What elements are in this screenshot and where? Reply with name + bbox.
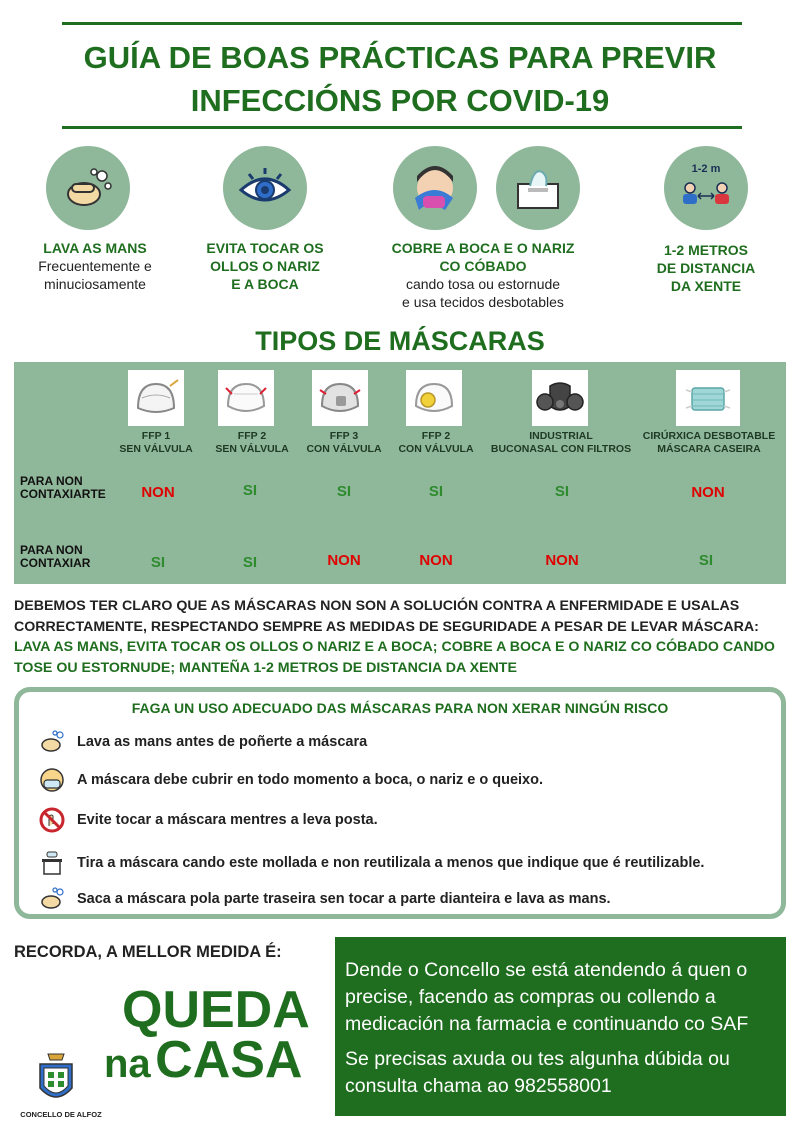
- tip-avoid-touching-title3: E A BOCA: [231, 276, 299, 292]
- mask-label-ffp2: [204, 430, 300, 456]
- tip-wash-hands-title: LAVA AS MANS: [43, 240, 147, 256]
- stay-home-line2: [104, 1030, 302, 1103]
- tip-cover-mouth-title2: CO CÓBADO: [439, 258, 527, 274]
- page-title-line2: INFECCIÓNS POR COVID-19: [190, 83, 610, 118]
- mask-usage-advice-box: [14, 687, 786, 919]
- council-contact-text: Se precisas axuda ou tes algunha dúbida ou consulta chama ao 982558001: [345, 1048, 730, 1097]
- hands-washing-icon: [46, 146, 130, 230]
- mask-label-line2: MÁSCARA CASEIRA: [657, 443, 761, 455]
- cell-ffp2-self: SI: [242, 482, 258, 499]
- concello-name: CONCELLO DE ALFOZ: [20, 1110, 102, 1119]
- distance-icon: [664, 146, 748, 230]
- mask-label-line1: FFP 3: [329, 430, 359, 442]
- row-label-line2: CONTAXIAR: [20, 556, 91, 570]
- cell-ffp3-self: SI: [336, 483, 352, 500]
- masks-table: [14, 362, 786, 584]
- trash-bin-icon: [37, 848, 67, 878]
- advice-item-text: Tira a máscara cando este mollada e non reutilizala a menos que indique que é reutilizable.: [77, 855, 705, 871]
- tip-distance-title2: DE DISTANCIA: [656, 260, 756, 276]
- mask-label-line2: BUCONASAL CON FILTROS: [490, 443, 632, 455]
- cell-ffp3-others: NON: [327, 552, 361, 569]
- row-label-line1: PARA NON: [20, 543, 83, 557]
- advice-item-text: Evite tocar a máscara mentres a leva posta.: [77, 812, 378, 828]
- masked-face-icon: [37, 765, 67, 795]
- hands-washing-icon: [37, 884, 67, 914]
- mask-label-ffp2-valve: [388, 430, 484, 456]
- no-touch-icon: [37, 805, 67, 835]
- header-top-rule: [62, 22, 742, 25]
- cell-ffp2valve-self: SI: [428, 483, 444, 500]
- advice-item: [37, 727, 367, 757]
- mask-label-line1: FFP 2: [237, 430, 267, 442]
- advice-item-text: Saca a máscara pola parte traseira sen tocar a parte dianteira e lava as mans.: [77, 891, 611, 907]
- tip-cover-mouth-title1: COBRE A BOCA E O NARIZ: [391, 240, 575, 256]
- advice-item: [37, 884, 611, 914]
- mask-label-line2: SEN VÁLVULA: [215, 443, 289, 455]
- industrial-respirator-icon: [532, 370, 588, 426]
- tip-cover-mouth-text1: cando tosa ou estornude: [405, 276, 561, 292]
- mask-label-line2: CON VÁLVULA: [398, 443, 474, 455]
- ffp1-mask-icon: [128, 370, 184, 426]
- stay-home-line1: QUEDA: [122, 981, 310, 1039]
- tip-cover-mouth-text2: e usa tecidos desbotables: [402, 294, 564, 310]
- tip-avoid-touching-title2: OLLOS O NARIZ: [210, 258, 320, 274]
- remember-heading: RECORDA, A MELLOR MEDIDA É:: [14, 943, 282, 961]
- ffp3-valve-mask-icon: [312, 370, 368, 426]
- cell-industrial-self: SI: [554, 483, 570, 500]
- surgical-mask-icon: [676, 370, 740, 426]
- advice-item: [37, 765, 543, 795]
- mask-label-line1: FFP 1: [141, 430, 171, 442]
- tip-distance-title1: 1-2 METROS: [663, 242, 748, 258]
- cell-industrial-others: NON: [545, 552, 579, 569]
- tip-wash-hands-text1: Frecuentemente e: [38, 258, 152, 274]
- cell-ffp1-self: NON: [141, 484, 175, 501]
- stay-home-na: na: [104, 1042, 151, 1086]
- tip-distance: [626, 241, 786, 295]
- advice-item-text: Lava as mans antes de poñerte a máscara: [77, 734, 368, 750]
- sneeze-icon: [393, 146, 477, 230]
- row-label-line1: PARA NON: [20, 474, 83, 488]
- tissue-box-icon: [496, 146, 580, 230]
- distance-icon-label: 1-2 m: [691, 163, 721, 175]
- mask-label-industrial: [486, 430, 636, 456]
- mask-label-line2: SEN VÁLVULA: [119, 443, 193, 455]
- tip-avoid-touching: [180, 239, 350, 293]
- paragraph-green: LAVA AS MANS, EVITA TOCAR OS OLLOS O NARIZ E A BOCA; COBRE A BOCA E O NARIZ CO CÓBADO CANDO TOSE OU ESTORNUDE; MANTEÑA 1-2 METROS DE DISTANCIA DA XENTE: [14, 639, 775, 676]
- mask-label-line1: CIRÚRXICA DESBOTABLE: [642, 430, 776, 442]
- tip-cover-mouth: [368, 239, 598, 311]
- council-info-text: Dende o Concello se está atendendo á quen o precise, facendo as compras ou collendo a medicación na farmacia e continuando co SAF: [345, 959, 749, 1035]
- mask-label-surgical: [634, 430, 784, 456]
- page-title-line1: GUÍA DE BOAS PRÁCTICAS PARA PREVIR: [83, 40, 717, 75]
- ffp2-valve-mask-icon: [406, 370, 462, 426]
- row-label-protect-others: [20, 544, 90, 570]
- cell-ffp2valve-others: NON: [419, 552, 453, 569]
- masks-section-title: TIPOS DE MÁSCARAS: [255, 326, 545, 356]
- cell-surgical-self: NON: [691, 484, 725, 501]
- advice-item: [37, 848, 704, 878]
- mask-label-line1: FFP 2: [421, 430, 451, 442]
- mask-label-ffp1: [108, 430, 204, 456]
- stay-home-casa: CASA: [155, 1031, 303, 1089]
- masks-warning-paragraph: [14, 596, 786, 678]
- tip-distance-title3: DA XENTE: [670, 278, 742, 294]
- mask-label-ffp3: [296, 430, 392, 456]
- header-bottom-rule: [62, 126, 742, 129]
- cell-ffp1-others: SI: [150, 554, 166, 571]
- eye-icon: [223, 146, 307, 230]
- advice-item-text: A máscara debe cubrir en todo momento a boca, o nariz e o queixo.: [77, 772, 543, 788]
- tip-wash-hands-text2: minuciosamente: [44, 276, 146, 292]
- cell-surgical-others: SI: [698, 552, 714, 569]
- tip-avoid-touching-title1: EVITA TOCAR OS: [206, 240, 324, 256]
- paragraph-black: DEBEMOS TER CLARO QUE AS MÁSCARAS NON SON A SOLUCIÓN CONTRA A ENFERMIDADE E USALAS CORRECTAMENTE, RESPECTANDO SEMPRE AS MEDIDAS DE SEGURIDADE A PESAR DE LEVAR MÁSCARA:: [14, 598, 759, 635]
- concello-crest-icon: [34, 1050, 78, 1108]
- cell-ffp2-others: SI: [242, 554, 258, 571]
- mask-label-line1: INDUSTRIAL: [529, 430, 593, 442]
- council-info-box: [335, 937, 786, 1116]
- hands-washing-icon: [37, 727, 67, 757]
- mask-label-line2: CON VÁLVULA: [306, 443, 382, 455]
- advice-item: [37, 805, 378, 835]
- advice-title: FAGA UN USO ADECUADO DAS MÁSCARAS PARA NON XERAR NINGÚN RISCO: [131, 700, 669, 716]
- ffp2-mask-icon: [218, 370, 274, 426]
- row-label-line2: CONTAXIARTE: [20, 487, 106, 501]
- tip-wash-hands: [10, 239, 180, 293]
- row-label-protect-self: [20, 475, 106, 501]
